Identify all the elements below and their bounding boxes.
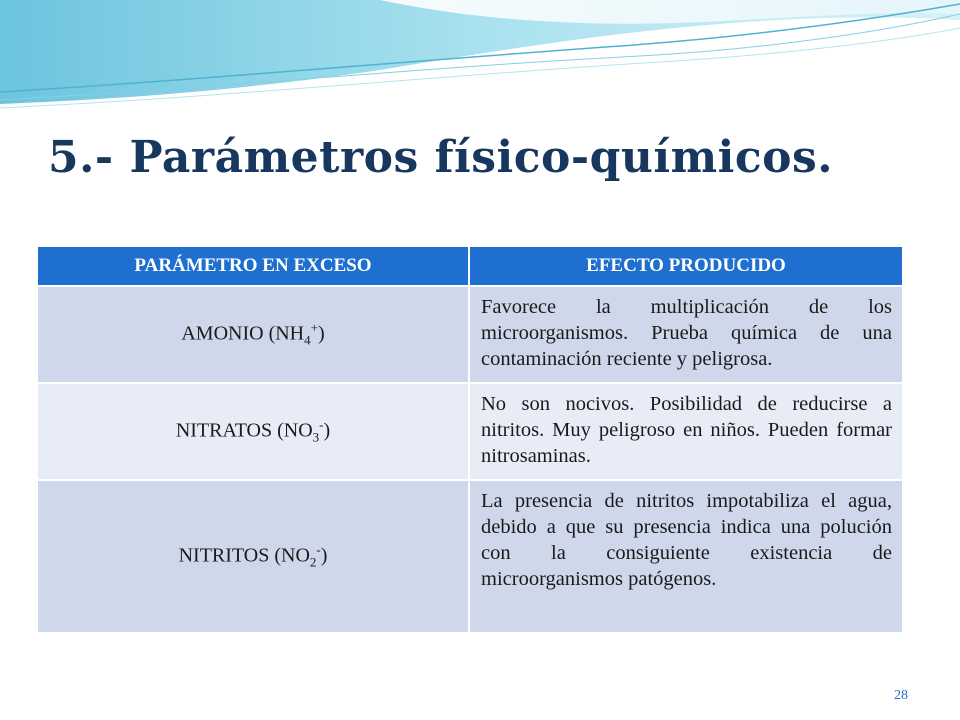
table-row	[38, 383, 902, 480]
decorative-wave-header	[0, 0, 960, 120]
effect-cell: No son nocivos. Posibilidad de reducirse a nitritos. Muy peligroso en niños. Pueden formar nitrosaminas.	[469, 383, 902, 480]
slide-title: 5.- Parámetros físico-químicos.	[48, 132, 834, 183]
effect-cell: La presencia de nitritos impotabiliza el agua, debido a que su presencia indica una polución con la consiguiente existencia de microorganismos patógenos.	[469, 480, 902, 632]
parameter-cell: AMONIO $(NH_4^+)$	[38, 286, 469, 383]
parameters-table	[38, 247, 902, 632]
table-row	[38, 480, 902, 632]
header-effect: EFECTO PRODUCIDO	[469, 247, 902, 286]
parameter-cell: NITRITOS $(NO_2^-)$	[38, 480, 469, 632]
table-header-row	[38, 247, 902, 286]
effect-cell: Favorece la multiplicación de los microorganismos. Prueba química de una contaminación reciente y peligrosa.	[469, 286, 902, 383]
table-row	[38, 286, 902, 383]
parameter-cell: NITRATOS $(NO_3^-)$	[38, 383, 469, 480]
header-parameter: PARÁMETRO EN EXCESO	[38, 247, 469, 286]
page-number: 28	[894, 688, 908, 703]
